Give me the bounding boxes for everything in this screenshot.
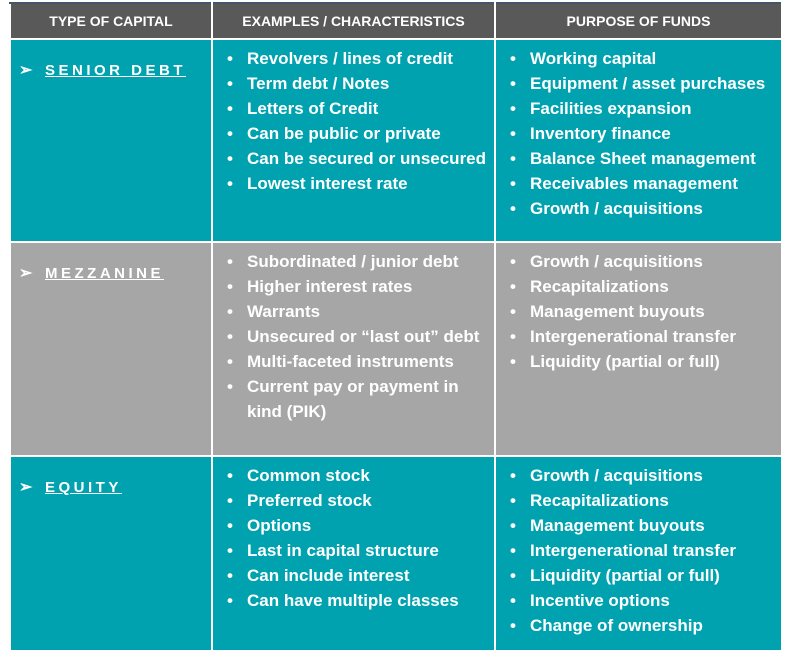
list-item: • Incentive options — [510, 588, 781, 613]
list-item: • Intergenerational transfer — [510, 324, 781, 349]
list-item: • Management buyouts — [510, 513, 781, 538]
purposes-list — [496, 46, 781, 221]
list-item: • Recapitalizations — [510, 274, 781, 299]
examples-cell — [212, 39, 495, 242]
header-type: TYPE OF CAPITAL — [10, 3, 212, 39]
arrow-bullet-icon: ➢ — [19, 479, 33, 496]
list-item: • Inventory finance — [510, 121, 781, 146]
capital-type-cell — [10, 456, 212, 651]
examples-list — [213, 46, 494, 196]
purposes-cell — [495, 456, 782, 651]
list-item: • Options — [227, 513, 494, 538]
list-item: • Common stock — [227, 463, 494, 488]
list-item: • Liquidity (partial or full) — [510, 349, 781, 374]
examples-list — [213, 463, 494, 613]
table-row — [10, 456, 782, 651]
list-item: • Recapitalizations — [510, 488, 781, 513]
list-item: • Last in capital structure — [227, 538, 494, 563]
list-item: • Intergenerational transfer — [510, 538, 781, 563]
list-item: • Working capital — [510, 46, 781, 71]
list-item: • Term debt / Notes — [227, 71, 494, 96]
list-item: • Higher interest rates — [227, 274, 494, 299]
header-purpose: PURPOSE OF FUNDS — [495, 3, 782, 39]
capital-type-cell — [10, 242, 212, 456]
list-item: • Lowest interest rate — [227, 171, 494, 196]
examples-cell — [212, 456, 495, 651]
list-item: • Can have multiple classes — [227, 588, 494, 613]
list-item: • Management buyouts — [510, 299, 781, 324]
examples-cell — [212, 242, 495, 456]
purposes-list — [496, 249, 781, 374]
capital-type-cell — [10, 39, 212, 242]
list-item: • Can be public or private — [227, 121, 494, 146]
list-item: • Letters of Credit — [227, 96, 494, 121]
list-item: • Balance Sheet management — [510, 146, 781, 171]
list-item: • Can be secured or unsecured — [227, 146, 494, 171]
header-row — [10, 3, 782, 39]
list-item: • Growth / acquisitions — [510, 196, 781, 221]
list-item: • Unsecured or “last out” debt — [227, 324, 494, 349]
list-item: • Revolvers / lines of credit — [227, 46, 494, 71]
examples-list — [213, 249, 494, 424]
capital-type: MEZZANINE — [45, 265, 164, 282]
list-item: • Receivables management — [510, 171, 781, 196]
list-item: • Growth / acquisitions — [510, 249, 781, 274]
list-item: • Facilities expansion — [510, 96, 781, 121]
capital-type: EQUITY — [45, 479, 122, 496]
table-row — [10, 242, 782, 456]
header-examples: EXAMPLES / CHARACTERISTICS — [212, 3, 495, 39]
list-item: • Preferred stock — [227, 488, 494, 513]
purposes-list — [496, 463, 781, 638]
purposes-cell — [495, 242, 782, 456]
list-item: • Warrants — [227, 299, 494, 324]
table-row — [10, 39, 782, 242]
capital-type: SENIOR DEBT — [45, 62, 187, 79]
list-item: • Equipment / asset purchases — [510, 71, 781, 96]
list-item: • Subordinated / junior debt — [227, 249, 494, 274]
purposes-cell — [495, 39, 782, 242]
arrow-bullet-icon: ➢ — [19, 265, 33, 282]
list-item: • Change of ownership — [510, 613, 781, 638]
list-item: • Current pay or payment in kind (PIK) — [227, 374, 494, 424]
list-item: • Can include interest — [227, 563, 494, 588]
arrow-bullet-icon: ➢ — [19, 62, 33, 79]
list-item: • Growth / acquisitions — [510, 463, 781, 488]
list-item: • Multi-faceted instruments — [227, 349, 494, 374]
list-item: • Liquidity (partial or full) — [510, 563, 781, 588]
capital-table — [9, 2, 783, 652]
